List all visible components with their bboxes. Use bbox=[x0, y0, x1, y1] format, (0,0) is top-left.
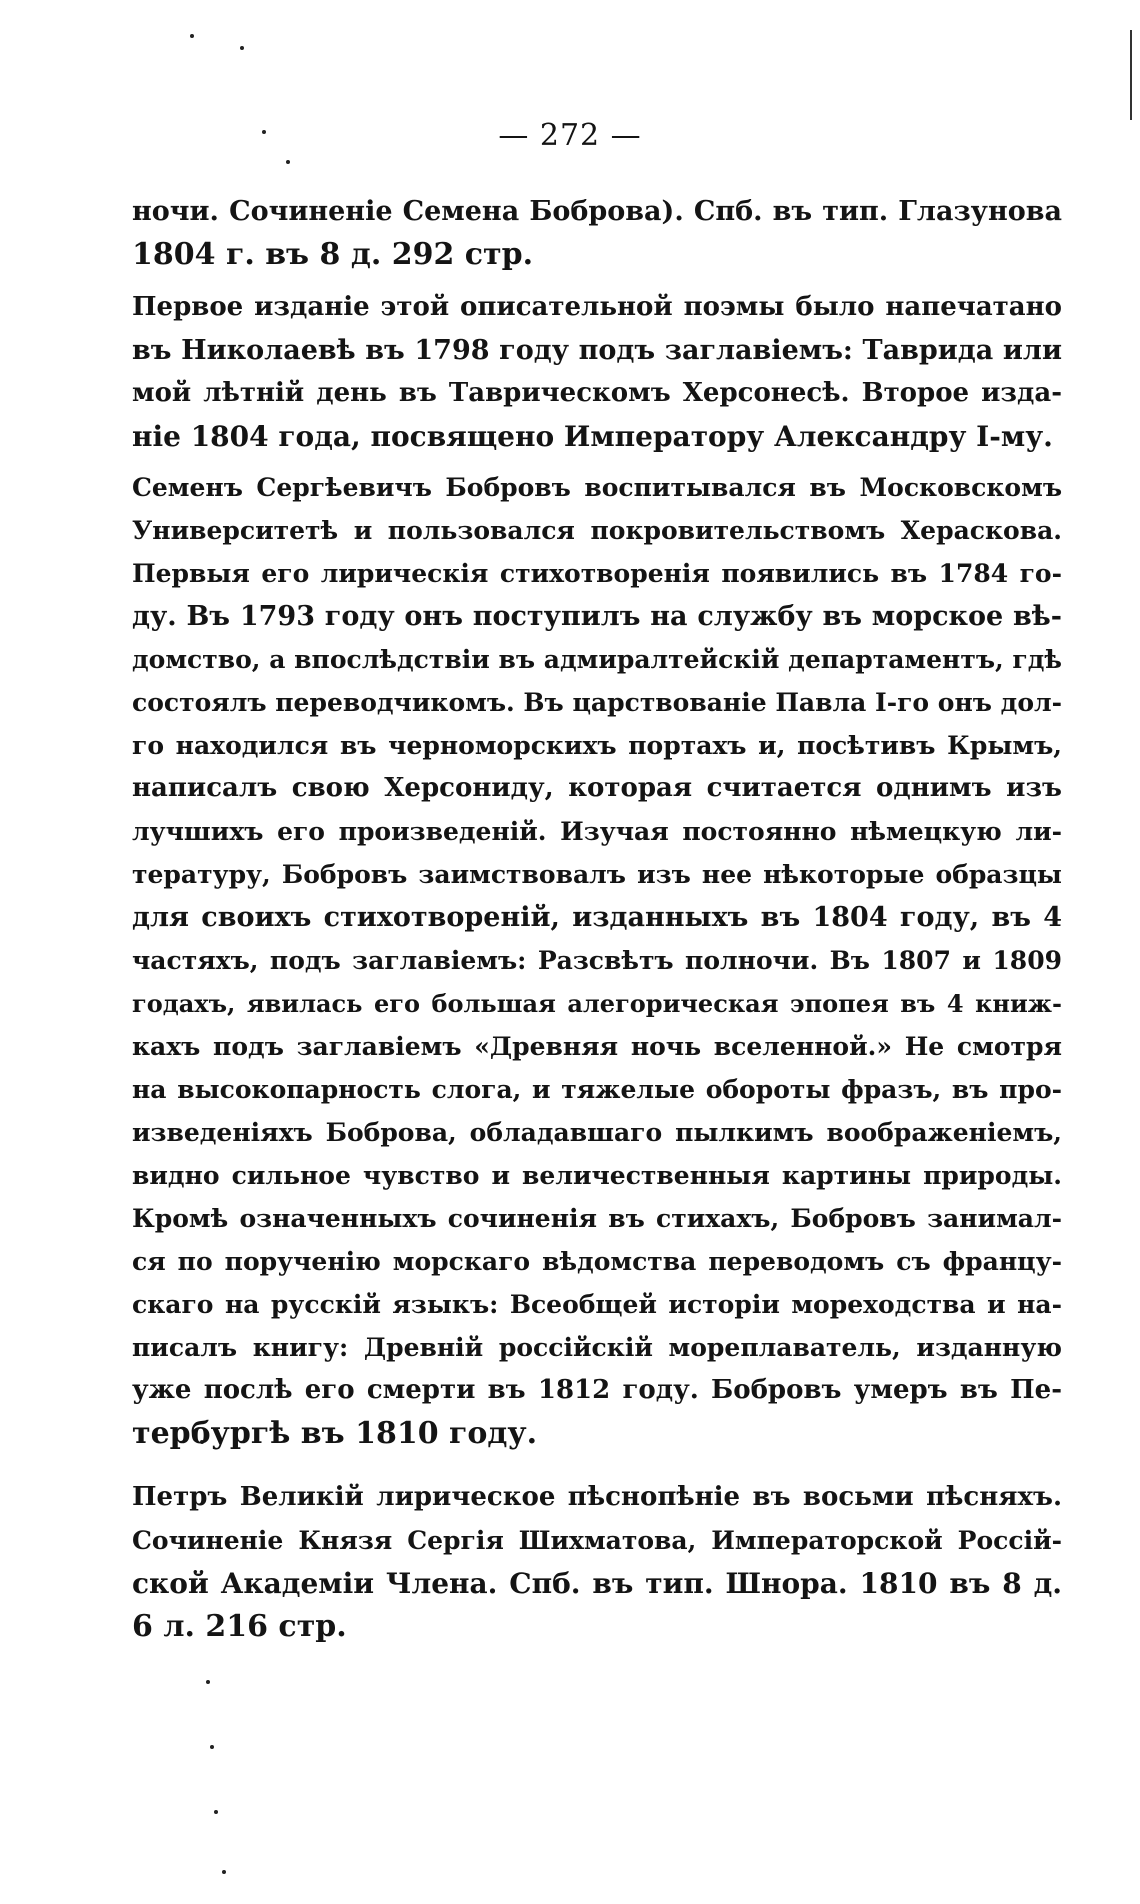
text-line: писалъ книгу: Древній россійскій мореплаватель, изданную bbox=[132, 1333, 1062, 1362]
text-line: скаго на русскій языкъ: Всеобщей исторіи мореходства и на- bbox=[132, 1290, 1062, 1319]
text-line: домство, а впослѣдствіи въ адмиралтейскій департаментъ, гдѣ bbox=[132, 645, 1062, 674]
text-line: ской Академіи Члена. Спб. въ тип. Шнора. 1810 въ 8 д. bbox=[132, 1567, 1062, 1600]
text-line: 1804 г. въ 8 д. 292 стр. bbox=[132, 237, 534, 272]
text-line: на высокопарность слога, и тяжелые обороты фразъ, въ про- bbox=[132, 1075, 1062, 1104]
scan-speck bbox=[286, 160, 290, 164]
text-line: ся по порученію морскаго вѣдомства переводомъ съ францу- bbox=[132, 1247, 1062, 1276]
text-line: Петръ Великій лирическое пѣснопѣніе въ восьми пѣсняхъ. bbox=[132, 1482, 1062, 1512]
text-line: ночи. Сочиненіе Семена Боброва). Спб. въ тип. Глазунова bbox=[132, 196, 1062, 227]
text-line: въ Николаевѣ въ 1798 году подъ заглавіемъ: Таврида или bbox=[132, 335, 1062, 366]
text-line: написалъ свою Херсониду, которая считается однимъ изъ bbox=[132, 773, 1062, 803]
text-line: для своихъ стихотвореній, изданныхъ въ 1804 году, въ 4 bbox=[132, 902, 1062, 933]
text-line: тературу, Бобровъ заимствовалъ изъ нее нѣкоторые образцы bbox=[132, 860, 1062, 889]
text-line: го находился въ черноморскихъ портахъ и, посѣтивъ Крымъ, bbox=[132, 731, 1062, 760]
text-line: Семенъ Сергѣевичъ Бобровъ воспитывался въ Московскомъ bbox=[132, 473, 1062, 502]
text-line: Первыя его лирическія стихотворенія появились въ 1784 го- bbox=[132, 559, 1062, 588]
text-line: частяхъ, подъ заглавіемъ: Разсвѣтъ полночи. Въ 1807 и 1809 bbox=[132, 946, 1062, 975]
page-number: — 272 — bbox=[498, 118, 642, 153]
bibliographic-entry-2 bbox=[132, 1476, 1062, 1648]
text-line: видно сильное чувство и величественныя картины природы. bbox=[132, 1161, 1062, 1190]
text-line: состоялъ переводчикомъ. Въ царствованіе Павла I-го онъ дол- bbox=[132, 688, 1062, 717]
paragraph-2 bbox=[132, 466, 1062, 1455]
bibliographic-entry-1 bbox=[132, 190, 1062, 276]
text-line: ніе 1804 года, посвящено Императору Александру I-му. bbox=[132, 420, 1053, 453]
paragraph-1 bbox=[132, 286, 1062, 458]
scan-speck bbox=[206, 1680, 210, 1684]
text-line: лучшихъ его произведеній. Изучая постоянно нѣмецкую ли- bbox=[132, 817, 1062, 846]
text-line: тербургѣ въ 1810 году. bbox=[132, 1416, 538, 1451]
text-line: изведеніяхъ Боброва, обладавшаго пылкимъ воображеніемъ, bbox=[132, 1118, 1062, 1147]
text-line: Университетѣ и пользовался покровительствомъ Хераскова. bbox=[132, 516, 1062, 545]
text-line: Кромѣ означенныхъ сочиненія въ стихахъ, Бобровъ занимал- bbox=[132, 1204, 1062, 1233]
text-line: мой лѣтній день въ Таврическомъ Херсонесѣ. Второе изда- bbox=[132, 378, 1062, 408]
text-line: кахъ подъ заглавіемъ «Древняя ночь вселенной.» Не смотря bbox=[132, 1032, 1062, 1061]
scan-speck bbox=[190, 34, 194, 38]
scan-speck bbox=[240, 46, 244, 50]
text-line: уже послѣ его смерти въ 1812 году. Бобровъ умеръ въ Пе- bbox=[132, 1375, 1062, 1405]
scan-speck bbox=[214, 1810, 218, 1814]
text-line: ду. Въ 1793 году онъ поступилъ на службу въ морское вѣ- bbox=[132, 601, 1062, 632]
text-line: Первое изданіе этой описательной поэмы было напечатано bbox=[132, 292, 1062, 322]
text-line: 6 л. 216 стр. bbox=[132, 1609, 347, 1644]
scan-speck bbox=[222, 1870, 226, 1874]
text-line: Сочиненіе Князя Сергія Шихматова, Императорской Россій- bbox=[132, 1526, 1062, 1555]
scan-edge-mark bbox=[1130, 30, 1132, 120]
text-line: годахъ, явилась его большая алегорическая эпопея въ 4 книж- bbox=[132, 989, 1062, 1018]
scan-speck bbox=[210, 1745, 214, 1749]
